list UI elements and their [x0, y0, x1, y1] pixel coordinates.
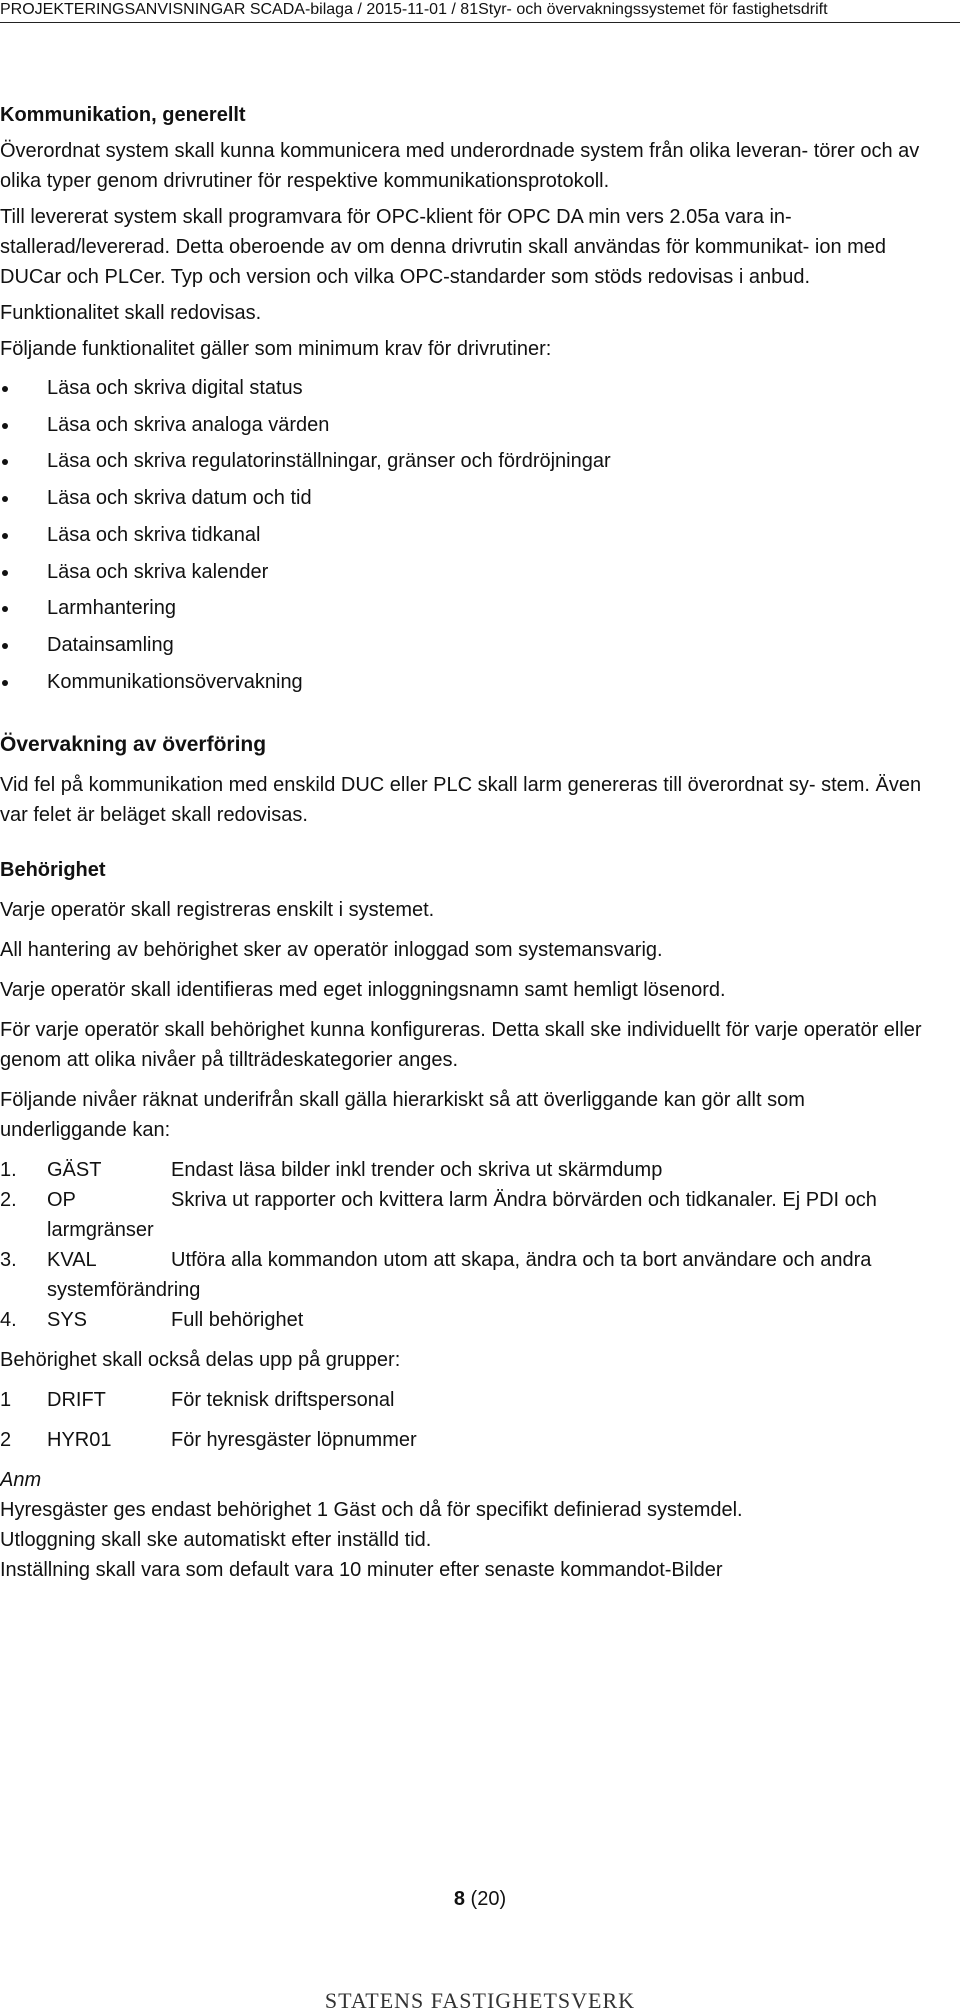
paragraph: Följande nivåer räknat underifrån skall gälla hierarkiskt så att överliggande kan gör allt som underliggande kan: [0, 1089, 805, 1142]
level-item: 3. KVAL Utföra alla kommandon utom att skapa, ändra och ta bort användare och andra systemförändring [0, 1249, 872, 1302]
requirements-list [0, 370, 930, 700]
paragraph: Funktionalitet skall redovisas. [0, 302, 262, 324]
footer-logo-text: STATENS FASTIGHETSVERK [324, 1988, 636, 2013]
paragraph: Till levererat system skall programvara för OPC-klient för OPC DA min vers 2.05a vara in- stallerad/levererad. Detta oberoende av om denna drivrutin skall användas för kommunikat- ion med DUCar och PLCer. Typ och version och vilka OPC-standarder som stöds redovisas i anbud. [0, 206, 887, 288]
list-item: Kommunikationsövervakning [0, 664, 930, 701]
paragraph: Behörighet skall också delas upp på grupper: [0, 1349, 401, 1372]
page-number: 8 (20) [453, 1888, 507, 1910]
paragraph: Inställning skall vara som default vara 10 minuter efter senaste kommandot-Bilder [0, 1559, 723, 1582]
group-item: 1 DRIFT För teknisk driftspersonal [0, 1389, 395, 1412]
list-item: Larmhantering [0, 590, 930, 627]
level-item: 2. OP Skriva ut rapporter och kvittera larm Ändra börvärden och tidkanaler. Ej PDI och larmgränser [0, 1189, 877, 1242]
list-item: Läsa och skriva kalender [0, 554, 930, 591]
bullet-icon [2, 386, 8, 392]
section-title-behorighet: Behörighet [0, 859, 106, 882]
bullet-icon [2, 606, 8, 612]
paragraph: Överordnat system skall kunna kommunicera med underordnade system från olika leveran- törer och av olika typer genom drivrutiner för respektive kommunikationsprotokoll. [0, 140, 920, 192]
bullet-icon [2, 680, 8, 686]
running-header: PROJEKTERINGSANVISNINGAR SCADA-bilaga / 2015-11-01 / 81Styr- och övervakningssystemet för fastighetsdrift [0, 1, 828, 18]
level-item: 4. SYS Full behörighet [0, 1309, 304, 1332]
bullet-icon [2, 533, 8, 539]
list-item: Läsa och skriva digital status [0, 370, 930, 407]
bullet-icon [2, 643, 8, 649]
bullet-icon [2, 496, 8, 502]
bullet-icon [2, 570, 8, 576]
paragraph: För varje operatör skall behörighet kunna konfigureras. Detta skall ske individuellt för varje operatör eller genom att olika nivåer på tillträdeskategorier anges. [0, 1019, 922, 1072]
group-item: 2 HYR01 För hyresgäster löpnummer [0, 1429, 417, 1452]
section-title-kommunikation: Kommunikation, generellt [0, 104, 246, 126]
section-title-overvakning: Övervakning av överföring [0, 733, 267, 757]
list-item: Läsa och skriva tidkanal [0, 517, 930, 554]
list-item: Läsa och skriva regulatorinställningar, gränser och fördröjningar [0, 443, 930, 480]
bullet-icon [2, 459, 8, 465]
list-item: Läsa och skriva datum och tid [0, 480, 930, 517]
paragraph: Hyresgäster ges endast behörighet 1 Gäst och då för specifikt definierad systemdel. [0, 1499, 743, 1522]
header-rule [0, 22, 960, 23]
level-item: 1. GÄST Endast läsa bilder inkl trender och skriva ut skärmdump [0, 1159, 663, 1182]
bullet-icon [2, 423, 8, 429]
list-item: Läsa och skriva analoga värden [0, 407, 930, 444]
note-label: Anm [0, 1469, 42, 1492]
paragraph: Varje operatör skall registreras enskilt i systemet. [0, 899, 435, 922]
list-item: Datainsamling [0, 627, 930, 664]
page-body [0, 100, 930, 1585]
paragraph: Varje operatör skall identifieras med eget inloggningsnamn samt hemligt lösenord. [0, 979, 726, 1002]
paragraph: Vid fel på kommunikation med enskild DUC eller PLC skall larm genereras till överordnat sy- stem. Även var felet är beläget skall redovisas. [0, 774, 922, 827]
paragraph: All hantering av behörighet sker av operatör inloggad som systemansvarig. [0, 939, 663, 962]
paragraph: Följande funktionalitet gäller som minimum krav för drivrutiner: [0, 338, 552, 360]
paragraph: Utloggning skall ske automatiskt efter inställd tid. [0, 1529, 432, 1552]
